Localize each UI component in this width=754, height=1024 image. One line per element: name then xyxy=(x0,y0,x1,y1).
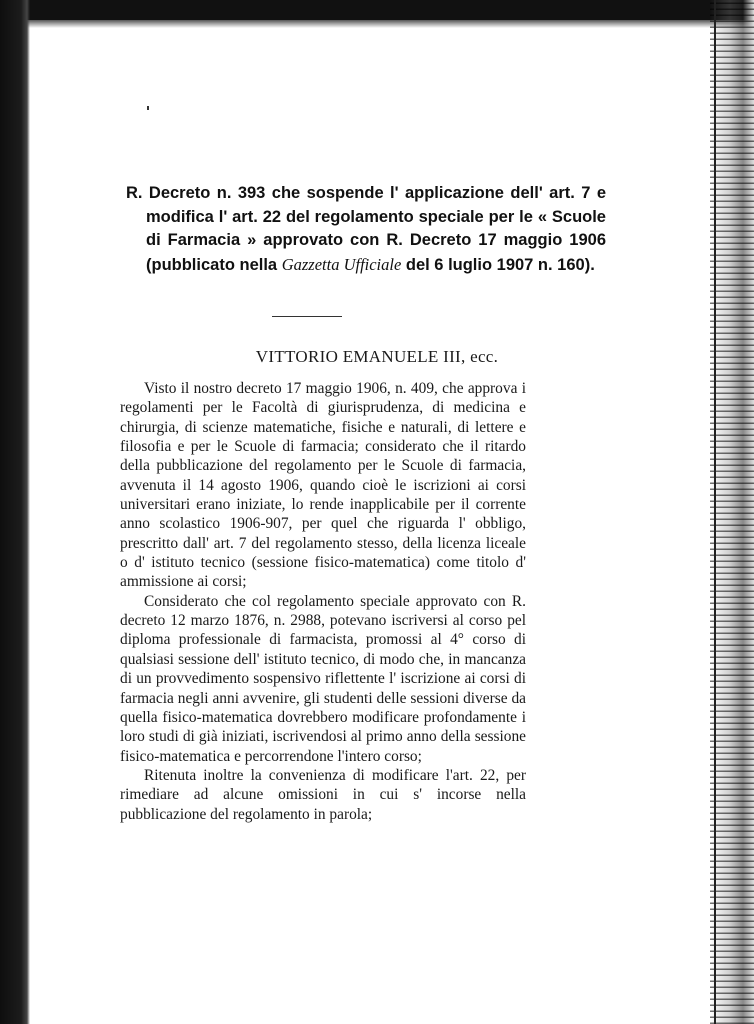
decree-title-text: R. Decreto n. 393 che sospende l' applicazione dell' art. 7 e modifica l' art. 22 del regolamento speciale per le « Scuole di Farmacia » approvato con R. Decreto 17 maggio 1906 (pubblicato nella xyxy=(126,184,606,274)
page-edge-line xyxy=(714,0,716,1024)
king-heading: VITTORIO EMANUELE III, ecc. xyxy=(255,347,499,366)
decree-title xyxy=(126,182,606,277)
gazzetta-ufficiale: Gazzetta Ufficiale xyxy=(281,254,402,274)
scan-top-shadow xyxy=(0,20,754,28)
decree-title-suffix: del 6 luglio 1907 n. 160). xyxy=(401,255,595,274)
decree-body xyxy=(120,379,526,824)
separator-rule xyxy=(272,316,342,317)
scan-top-border xyxy=(0,0,754,20)
paragraph-visto: Visto il nostro decreto 17 maggio 1906, n. 409, che approva i regolamenti per le Facoltà di giurisprudenza, di medicina e chirurgia, di scienze matematiche, fisiche e naturali, di lettere e filosofia e per le Scuole di farmacia; considerato che il ritardo della pubblicazione del regolamento per le Scuole di farmacia, avvenuta il 14 agosto 1906, quando cioè le iscrizioni ai corsi universitari erano iniziate, lo rende inapplicabile per il corrente anno scolastico 1906-907, per quel che riguarda l' obbligo, prescritto dall' art. 7 del regolamento stesso, della licenza liceale o d' istituto tecnico (sessione fisico-matematica) come titolo d' ammissione ai corsi; xyxy=(120,380,526,591)
scan-left-border xyxy=(0,0,30,1024)
scan-right-border xyxy=(710,0,754,1024)
ink-speck xyxy=(147,106,149,110)
paragraph-considerato: Considerato che col regolamento speciale approvato con R. decreto 12 marzo 1876, n. 2988, potevano iscriversi al corso pel diploma professionale di farmacista, promossi al 4° corso di qualsiasi sessione dell' istituto tecnico, di modo che, in mancanza di un provvedimento sospensivo riflettente l' iscrizione ai corsi di farmacia negli anni avvenire, gli studenti delle sessioni diverse da quella fisico-matematica dovrebbero modificare profondamente i loro studi di già iniziati, iscrivendosi al primo anno della sessione fisico-matematica e percorrendone l'intero corso; xyxy=(120,592,526,765)
paragraph-ritenuta: Ritenuta inoltre la convenienza di modificare l'art. 22, per rimediare ad alcune omissioni in cui s' incorse nella pubblicazione del regolamento in parola; xyxy=(120,766,526,823)
